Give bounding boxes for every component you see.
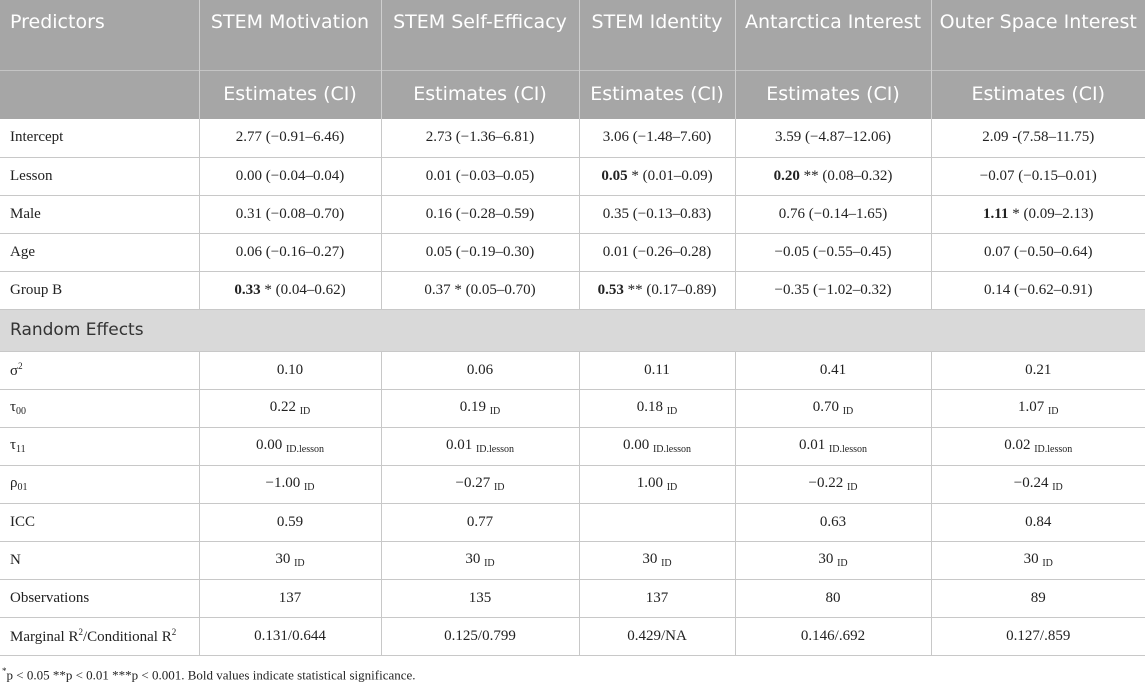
- table-cell: 0.429/NA: [579, 617, 735, 655]
- table-row: [0, 503, 1145, 541]
- table-cell: 0.10: [199, 351, 381, 389]
- header-stem-identity: STEM Identity: [579, 0, 735, 70]
- table-cell: 30 $_{ID}$: [579, 541, 735, 579]
- table-row: [0, 427, 1145, 465]
- table-cell: 0.146/.692: [735, 617, 931, 655]
- table-cell: −0.27 $_{ID}$: [381, 465, 579, 503]
- table-cell: 0.41: [735, 351, 931, 389]
- table-row: [0, 195, 1145, 233]
- table-cell: 0.02 $_{ID.lesson}$: [931, 427, 1145, 465]
- table-cell: 0.16 (−0.28–0.59): [381, 195, 579, 233]
- header-estimates: Estimates (CI): [381, 70, 579, 119]
- table-cell: −0.22 $_{ID}$: [735, 465, 931, 503]
- table-row: [0, 351, 1145, 389]
- table-cell: 137: [199, 579, 381, 617]
- table-cell: 1.11 * (0.09–2.13): [931, 195, 1145, 233]
- table-cell: −0.35 (−1.02–0.32): [735, 271, 931, 309]
- table-cell: 0.77: [381, 503, 579, 541]
- header-estimates: Estimates (CI): [735, 70, 931, 119]
- table-row: [0, 579, 1145, 617]
- table-cell: 0.63: [735, 503, 931, 541]
- table-cell: 0.84: [931, 503, 1145, 541]
- table-row: [0, 157, 1145, 195]
- table-cell: 0.35 (−0.13–0.83): [579, 195, 735, 233]
- table-cell: 30 $_{ID}$: [199, 541, 381, 579]
- table-row: [0, 233, 1145, 271]
- section-header-row: [0, 309, 1145, 351]
- table-cell: 89: [931, 579, 1145, 617]
- table-cell: −0.24 $_{ID}$: [931, 465, 1145, 503]
- row-label: $\sigma^2$: [0, 351, 199, 389]
- table-cell: 0.01 $_{ID.lesson}$: [381, 427, 579, 465]
- table-row: [0, 465, 1145, 503]
- table-cell: 0.18 $_{ID}$: [579, 389, 735, 427]
- table-cell: 0.00 $_{ID.lesson}$: [579, 427, 735, 465]
- table-footnote: *p < 0.05 **p < 0.01 ***p < 0.001. Bold values indicate statistical significance.: [2, 666, 416, 683]
- table-cell: 0.05 (−0.19–0.30): [381, 233, 579, 271]
- table-cell: 0.131/0.644: [199, 617, 381, 655]
- table-cell: 0.07 (−0.50–0.64): [931, 233, 1145, 271]
- table-cell: 0.37 * (0.05–0.70): [381, 271, 579, 309]
- row-label: Male: [0, 195, 199, 233]
- table-cell: 2.73 (−1.36–6.81): [381, 119, 579, 157]
- table-cell: 0.00 (−0.04–0.04): [199, 157, 381, 195]
- table-cell: 0.11: [579, 351, 735, 389]
- table-cell: 0.70 $_{ID}$: [735, 389, 931, 427]
- table-cell: 0.19 $_{ID}$: [381, 389, 579, 427]
- row-label: Marginal $R^2$/Conditional $R^2$: [0, 617, 199, 655]
- table-cell: 0.06 (−0.16–0.27): [199, 233, 381, 271]
- header-predictors: Predictors: [0, 0, 199, 70]
- table-cell: 0.53 ** (0.17–0.89): [579, 271, 735, 309]
- header-estimates: Estimates (CI): [579, 70, 735, 119]
- table-cell: 30 $_{ID}$: [735, 541, 931, 579]
- table-cell: 3.59 (−4.87–12.06): [735, 119, 931, 157]
- table-cell: 0.01 (−0.03–0.05): [381, 157, 579, 195]
- row-label: Lesson: [0, 157, 199, 195]
- table-row: [0, 271, 1145, 309]
- header-stem-self-efficacy: STEM Self-Efficacy: [381, 0, 579, 70]
- table-cell: −0.05 (−0.55–0.45): [735, 233, 931, 271]
- header-blank: [0, 70, 199, 119]
- table-row: [0, 541, 1145, 579]
- header-antarctica-interest: Antarctica Interest: [735, 0, 931, 70]
- table-cell: 0.22 $_{ID}$: [199, 389, 381, 427]
- table-cell: −1.00 $_{ID}$: [199, 465, 381, 503]
- table-row: [0, 119, 1145, 157]
- table-cell: 0.20 ** (0.08–0.32): [735, 157, 931, 195]
- table-cell: 0.125/0.799: [381, 617, 579, 655]
- header-estimates: Estimates (CI): [199, 70, 381, 119]
- row-label: Group B: [0, 271, 199, 309]
- table-cell: 30 $_{ID}$: [931, 541, 1145, 579]
- table-cell: 2.77 (−0.91–6.46): [199, 119, 381, 157]
- header-estimates: Estimates (CI): [931, 70, 1145, 119]
- table-cell: 137: [579, 579, 735, 617]
- table-cell: 0.01 (−0.26–0.28): [579, 233, 735, 271]
- table-cell: 0.31 (−0.08–0.70): [199, 195, 381, 233]
- table-header: [0, 0, 1145, 119]
- section-title: Random Effects: [0, 309, 1145, 351]
- row-label: N: [0, 541, 199, 579]
- table-row: [0, 389, 1145, 427]
- table-cell: 0.59: [199, 503, 381, 541]
- header-stem-motivation: STEM Motivation: [199, 0, 381, 70]
- table-cell: [579, 503, 735, 541]
- table-cell: 0.00 $_{ID.lesson}$: [199, 427, 381, 465]
- table-cell: 0.21: [931, 351, 1145, 389]
- row-label: Observations: [0, 579, 199, 617]
- table-cell: 0.14 (−0.62–0.91): [931, 271, 1145, 309]
- row-label: ICC: [0, 503, 199, 541]
- table-cell: 0.76 (−0.14–1.65): [735, 195, 931, 233]
- table-cell: 0.06: [381, 351, 579, 389]
- row-label: $\tau_{11}$: [0, 427, 199, 465]
- table-cell: 0.127/.859: [931, 617, 1145, 655]
- table-row: [0, 617, 1145, 655]
- table-cell: 30 $_{ID}$: [381, 541, 579, 579]
- table-cell: 2.09 -(7.58–11.75): [931, 119, 1145, 157]
- table-cell: 3.06 (−1.48–7.60): [579, 119, 735, 157]
- table-cell: 0.05 * (0.01–0.09): [579, 157, 735, 195]
- table-cell: 1.07 $_{ID}$: [931, 389, 1145, 427]
- table-cell: 0.33 * (0.04–0.62): [199, 271, 381, 309]
- row-label: Intercept: [0, 119, 199, 157]
- table-cell: 1.00 $_{ID}$: [579, 465, 735, 503]
- row-label: Age: [0, 233, 199, 271]
- row-label: $\rho_{01}$: [0, 465, 199, 503]
- table-cell: 80: [735, 579, 931, 617]
- table-cell: −0.07 (−0.15–0.01): [931, 157, 1145, 195]
- row-label: $\tau_{00}$: [0, 389, 199, 427]
- table-cell: 135: [381, 579, 579, 617]
- table-cell: 0.01 $_{ID.lesson}$: [735, 427, 931, 465]
- header-outer-space-interest: Outer Space Interest: [931, 0, 1145, 70]
